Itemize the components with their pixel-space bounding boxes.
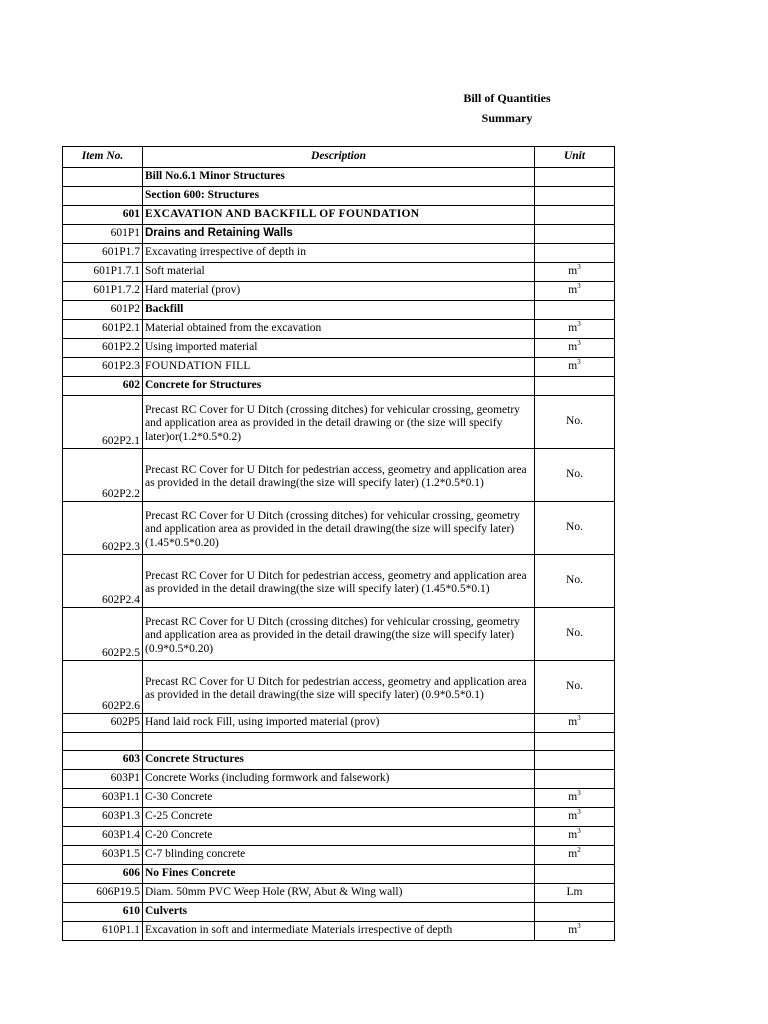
- unit-cell: [535, 608, 615, 661]
- table-header-row: [63, 147, 615, 168]
- description-cell: C-20 Concrete: [143, 827, 535, 846]
- description-cell: FOUNDATION FILL: [143, 358, 535, 377]
- item-number-cell: 603: [63, 751, 143, 770]
- item-number-cell: 601P1.7: [63, 244, 143, 263]
- document-subtitle: Summary: [481, 111, 533, 125]
- unit-cell: [535, 808, 615, 827]
- unit-exponent: 3: [577, 789, 581, 798]
- item-number-cell: 603P1.1: [63, 789, 143, 808]
- item-number-cell: 602P2.6: [63, 661, 143, 714]
- table-row: [63, 396, 615, 449]
- unit-cell: [535, 502, 615, 555]
- description-cell: [143, 733, 535, 751]
- table-body: [63, 168, 615, 941]
- unit-label: m: [568, 848, 578, 861]
- item-number-cell: 602P5: [63, 714, 143, 733]
- description-cell: C-25 Concrete: [143, 808, 535, 827]
- description-cell: Excavation in soft and intermediate Materials irrespective of depth: [143, 922, 535, 941]
- unit-label: m: [568, 341, 578, 354]
- unit-exponent: 3: [577, 320, 581, 329]
- unit-cell: [535, 168, 615, 187]
- unit-exponent: 3: [577, 922, 581, 931]
- unit-label: m: [568, 924, 578, 937]
- item-number-cell: 602: [63, 377, 143, 396]
- item-number-cell: 601P2.2: [63, 339, 143, 358]
- table-row: [63, 903, 615, 922]
- unit-exponent: 3: [577, 263, 581, 272]
- table-row: [63, 789, 615, 808]
- unit-cell: [535, 244, 615, 263]
- unit-cell: [535, 301, 615, 320]
- unit-label: m: [568, 265, 578, 278]
- description-cell: Diam. 50mm PVC Weep Hole (RW, Abut & Wing wall): [143, 884, 535, 903]
- unit-cell: [535, 187, 615, 206]
- unit-exponent: 3: [577, 358, 581, 367]
- unit-label: No.: [566, 521, 583, 534]
- table-row: [63, 884, 615, 903]
- unit-exponent: 2: [577, 846, 581, 855]
- table-row: [63, 244, 615, 263]
- item-number-cell: 610P1.1: [63, 922, 143, 941]
- unit-exponent: 3: [577, 808, 581, 817]
- unit-cell: [535, 396, 615, 449]
- table-row: [63, 770, 615, 789]
- description-cell: EXCAVATION AND BACKFILL OF FOUNDATION: [143, 206, 535, 225]
- item-number-cell: 601P2: [63, 301, 143, 320]
- table-row: [63, 808, 615, 827]
- unit-label: No.: [566, 468, 583, 481]
- unit-label: m: [568, 829, 578, 842]
- unit-cell: [535, 225, 615, 244]
- unit-label: m: [568, 360, 578, 373]
- description-cell: Precast RC Cover for U Ditch for pedestrian access, geometry and application area as provided in the detail drawing(the size will specify later) (0.9*0.5*0.1): [143, 661, 535, 714]
- unit-label: m: [568, 810, 578, 823]
- unit-cell: [535, 733, 615, 751]
- description-cell: Hand laid rock Fill, using imported material (prov): [143, 714, 535, 733]
- table-row: [63, 225, 615, 244]
- item-number-cell: 602P2.4: [63, 555, 143, 608]
- item-number-cell: 601P1.7.1: [63, 263, 143, 282]
- item-number-cell: [63, 187, 143, 206]
- table-row: [63, 555, 615, 608]
- unit-cell: [535, 789, 615, 808]
- unit-exponent: 3: [577, 827, 581, 836]
- item-number-cell: 603P1: [63, 770, 143, 789]
- description-cell: Concrete for Structures: [143, 377, 535, 396]
- table-row: [63, 339, 615, 358]
- item-number-cell: 603P1.4: [63, 827, 143, 846]
- unit-label: m: [568, 322, 578, 335]
- unit-cell: [535, 661, 615, 714]
- description-cell: Precast RC Cover for U Ditch (crossing ditches) for vehicular crossing, geometry and application area as provided in the detail drawing(the size will specify later)(0.9*0.5*0.20): [143, 608, 535, 661]
- unit-cell: [535, 827, 615, 846]
- unit-cell: [535, 903, 615, 922]
- item-number-cell: 601P1.7.2: [63, 282, 143, 301]
- unit-cell: [535, 320, 615, 339]
- unit-label: m: [568, 716, 578, 729]
- item-number-cell: 603P1.3: [63, 808, 143, 827]
- unit-label: No.: [566, 627, 583, 640]
- unit-cell: [535, 339, 615, 358]
- item-number-cell: [63, 733, 143, 751]
- column-header-item-no: Item No.: [63, 147, 143, 168]
- description-cell: Material obtained from the excavation: [143, 320, 535, 339]
- description-cell: Concrete Structures: [143, 751, 535, 770]
- item-number-cell: 601P1: [63, 225, 143, 244]
- item-number-cell: 602P2.2: [63, 449, 143, 502]
- description-cell: Concrete Works (including formwork and falsework): [143, 770, 535, 789]
- unit-cell: [535, 282, 615, 301]
- description-cell: Excavating irrespective of depth in: [143, 244, 535, 263]
- unit-exponent: 3: [577, 282, 581, 291]
- table-row: [63, 827, 615, 846]
- table-row: [63, 282, 615, 301]
- unit-label: Lm: [566, 886, 583, 899]
- description-cell: Hard material (prov): [143, 282, 535, 301]
- unit-exponent: 3: [577, 339, 581, 348]
- unit-cell: [535, 206, 615, 225]
- spacer-row: [63, 733, 615, 751]
- description-cell: Using imported material: [143, 339, 535, 358]
- description-cell: Precast RC Cover for U Ditch (crossing ditches) for vehicular crossing, geometry and application area as provided in the detail drawing or (the size will specify later)or(1.2*0.5*0.2): [143, 396, 535, 449]
- table-row: [63, 263, 615, 282]
- description-cell: Bill No.6.1 Minor Structures: [143, 168, 535, 187]
- description-cell: Precast RC Cover for U Ditch for pedestrian access, geometry and application area as provided in the detail drawing(the size will specify later) (1.45*0.5*0.1): [143, 555, 535, 608]
- unit-cell: [535, 846, 615, 865]
- unit-label: m: [568, 791, 578, 804]
- unit-cell: [535, 263, 615, 282]
- unit-cell: [535, 884, 615, 903]
- table-row: [63, 608, 615, 661]
- column-header-description: Description: [143, 147, 535, 168]
- unit-cell: [535, 714, 615, 733]
- table-row: [63, 502, 615, 555]
- table-row: [63, 661, 615, 714]
- table-row: [63, 206, 615, 225]
- boq-table: [62, 146, 615, 941]
- table-row: [63, 846, 615, 865]
- unit-label: No.: [566, 574, 583, 587]
- table-row: [63, 377, 615, 396]
- unit-cell: [535, 449, 615, 502]
- item-number-cell: 603P1.5: [63, 846, 143, 865]
- description-cell: Soft material: [143, 263, 535, 282]
- table-row: [63, 168, 615, 187]
- item-number-cell: [63, 168, 143, 187]
- description-cell: No Fines Concrete: [143, 865, 535, 884]
- table-row: [63, 187, 615, 206]
- description-cell: Backfill: [143, 301, 535, 320]
- description-cell: Culverts: [143, 903, 535, 922]
- table-row: [63, 301, 615, 320]
- description-cell: Drains and Retaining Walls: [143, 225, 535, 244]
- item-number-cell: 601P2.3: [63, 358, 143, 377]
- item-number-cell: 602P2.1: [63, 396, 143, 449]
- unit-cell: [535, 358, 615, 377]
- column-header-unit: Unit: [535, 147, 615, 168]
- unit-cell: [535, 770, 615, 789]
- item-number-cell: 602P2.3: [63, 502, 143, 555]
- item-number-cell: 601P2.1: [63, 320, 143, 339]
- unit-exponent: 3: [577, 714, 581, 723]
- table-row: [63, 865, 615, 884]
- unit-cell: [535, 751, 615, 770]
- unit-cell: [535, 865, 615, 884]
- unit-cell: [535, 922, 615, 941]
- item-number-cell: 606: [63, 865, 143, 884]
- description-cell: C-30 Concrete: [143, 789, 535, 808]
- table-row: [63, 449, 615, 502]
- unit-label: No.: [566, 415, 583, 428]
- description-cell: C-7 blinding concrete: [143, 846, 535, 865]
- table-row: [63, 320, 615, 339]
- description-cell: Precast RC Cover for U Ditch (crossing ditches) for vehicular crossing, geometry and application area as provided in the detail drawing(the size will specify later)(1.45*0.5*0.20): [143, 502, 535, 555]
- item-number-cell: 606P19.5: [63, 884, 143, 903]
- item-number-cell: 601: [63, 206, 143, 225]
- description-cell: Section 600: Structures: [143, 187, 535, 206]
- table-row: [63, 751, 615, 770]
- table-row: [63, 922, 615, 941]
- item-number-cell: 602P2.5: [63, 608, 143, 661]
- description-cell: Precast RC Cover for U Ditch for pedestrian access, geometry and application area as provided in the detail drawing(the size will specify later) (1.2*0.5*0.1): [143, 449, 535, 502]
- table-row: [63, 714, 615, 733]
- unit-label: m: [568, 284, 578, 297]
- table-row: [63, 358, 615, 377]
- unit-label: No.: [566, 680, 583, 693]
- unit-cell: [535, 555, 615, 608]
- unit-cell: [535, 377, 615, 396]
- document-title: Bill of Quantities: [463, 91, 551, 105]
- item-number-cell: 610: [63, 903, 143, 922]
